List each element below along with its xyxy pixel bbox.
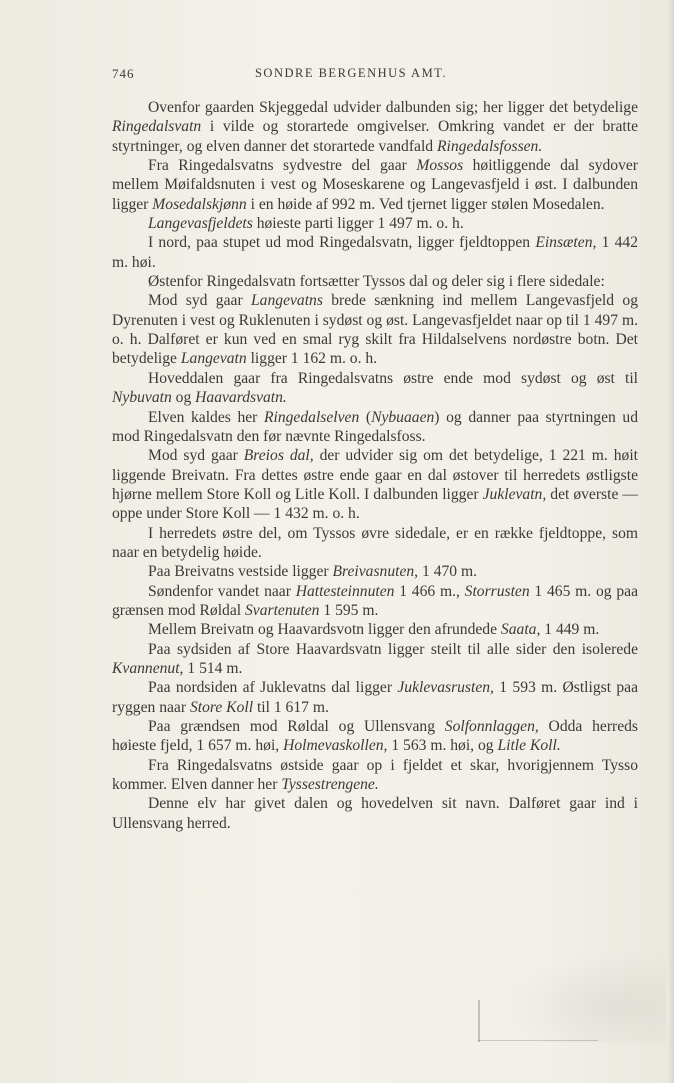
paragraph xyxy=(112,717,638,756)
italic-place-name: Litle Koll. xyxy=(497,737,561,755)
text-run: 1 465 m. og paa grænsen mod Røldal xyxy=(112,582,638,619)
text-run: Ovenfor gaarden Skjeggedal udvider dalbunden sig; her ligger det betydelige xyxy=(148,99,638,116)
text-run: 1 466 m., xyxy=(394,582,465,600)
italic-place-name: Haavardsvatn. xyxy=(195,389,287,407)
paragraph xyxy=(112,678,638,717)
text-run: Paa sydsiden af Store Haavardsvatn ligger steilt til alle sider den isolerede xyxy=(148,640,638,658)
italic-place-name: Saata, xyxy=(500,621,541,639)
paragraph xyxy=(112,640,638,679)
italic-place-name: Langevatn xyxy=(180,350,247,368)
text-run: i en høide af 992 m. Ved tjernet ligger stølen Mosedalen. xyxy=(246,195,605,213)
text-run: ligger 1 162 m. o. h. xyxy=(246,350,378,368)
margin-mark-line xyxy=(478,1040,598,1041)
paragraph xyxy=(112,98,638,156)
text-run: høieste parti ligger 1 497 m. o. h. xyxy=(252,215,464,233)
italic-place-name: Hattesteinnuten xyxy=(295,582,395,600)
italic-place-name: Holmevaskollen, xyxy=(283,737,388,755)
text-run: 1 449 m. xyxy=(540,621,600,639)
paragraph xyxy=(112,524,638,563)
text-run: Mod syd gaar xyxy=(148,292,251,310)
italic-place-name: Svartenuten xyxy=(244,601,320,619)
text-run: brede sænkning ind mellem Langevasfjeld og Dyrenuten i vest og Ruklenuten i sydøst og øst. Langevasfjeldet naar op til 1 497 m. o. h. Dalføret er kun ved en smal ryg skilt fra Hildalselvens nordøstre botn. Det betydelige xyxy=(112,292,638,368)
italic-place-name: Storrusten xyxy=(464,582,530,600)
paragraph xyxy=(112,233,638,272)
text-run: Mod syd gaar xyxy=(148,447,244,465)
paragraph xyxy=(112,794,638,833)
page-smudge xyxy=(496,953,666,1043)
italic-place-name: Tyssestrengene. xyxy=(281,776,379,794)
paragraph xyxy=(112,756,638,795)
paragraph xyxy=(112,156,638,214)
margin-mark xyxy=(478,1000,480,1042)
page-edge-shadow xyxy=(668,0,674,1083)
italic-place-name: Nybuvatn xyxy=(112,389,172,407)
paragraph xyxy=(112,272,638,291)
text-run: i vilde og storartede omgivelser. Omkring vandet er der bratte styrtninger, og elven danner det storartede vandfald xyxy=(112,118,638,155)
text-run: Denne elv har givet dalen og hovedelven sit navn. Dalføret gaar ind i Ullensvang herred. xyxy=(112,795,638,832)
text-run: Paa Breivatns vestside ligger xyxy=(148,563,333,581)
text-run: 1 595 m. xyxy=(319,601,379,619)
text-run: Odda herreds høieste fjeld, 1 657 m. høi, xyxy=(112,718,638,755)
italic-place-name: Juklevatn, xyxy=(482,485,547,503)
text-run: Paa nordsiden af Juklevatns dal ligger xyxy=(148,679,398,697)
text-run: I nord, paa stupet ud mod Ringedalsvatn, ligger fjeldtoppen xyxy=(148,234,536,252)
italic-place-name: Breios dal, xyxy=(243,447,314,465)
paragraph xyxy=(112,408,638,447)
body-text xyxy=(112,98,638,833)
text-run: Fra Ringedalsvatns sydvestre del gaar xyxy=(148,157,417,175)
text-run: ( xyxy=(359,408,372,426)
italic-place-name: Nybuaaen xyxy=(371,408,435,426)
italic-place-name: Kvannenut, xyxy=(112,659,184,677)
text-run: det øverste — oppe under Store Koll — 1 432 m. o. h. xyxy=(112,485,638,523)
paragraph xyxy=(112,562,638,581)
paragraph xyxy=(112,369,638,408)
page-number: 746 xyxy=(112,66,135,81)
italic-place-name: Langevatns xyxy=(251,292,323,310)
text-run: Østenfor Ringedalsvatn fortsætter Tyssos dal og deler sig i flere sidedale: xyxy=(148,273,605,291)
text-run: til 1 617 m. xyxy=(253,698,329,716)
italic-place-name: Langevasfjeldets xyxy=(148,215,253,233)
paragraph xyxy=(112,214,638,233)
text-run: ) og danner paa styrtningen ud mod Ringedalsvatn den før nævnte Ringedalsfoss. xyxy=(112,408,638,445)
text-run: høitliggende dal sydover mellem Møifaldsnuten i vest og Moseskarene og Langevasfjeld i øst. I dalbunden ligger xyxy=(112,157,639,213)
paragraph xyxy=(112,291,638,368)
page-header xyxy=(112,66,590,84)
italic-place-name: Ringedalsvatn xyxy=(112,118,202,136)
text-run: 1 593 m. Østligst paa ryggen naar xyxy=(112,679,638,716)
italic-place-name: Juklevasrusten, xyxy=(397,679,494,697)
running-title: SONDRE BERGENHUS AMT. xyxy=(254,66,448,80)
text-run: I herredets østre del, om Tyssos øvre sidedale, er en række fjeldtoppe, som naar en betydelig høide. xyxy=(112,524,638,561)
italic-place-name: Einsæten, xyxy=(535,234,597,252)
text-run: 1 470 m. xyxy=(418,563,478,581)
italic-place-name: Mossos xyxy=(416,157,464,175)
text-run: Mellem Breivatn og Haavardsvotn ligger den afrundede xyxy=(148,621,501,639)
text-run: Elven kaldes her xyxy=(148,408,264,426)
italic-place-name: Breivasnuten, xyxy=(332,563,419,581)
text-run: og xyxy=(171,389,196,407)
text-run: Fra Ringedalsvatns østside gaar op i fjeldet et skar, hvorigjennem Tysso kommer. Elven danner her xyxy=(112,756,638,794)
italic-place-name: Solfonnlaggen, xyxy=(444,718,539,735)
paragraph xyxy=(112,620,638,639)
paragraph xyxy=(112,446,638,523)
text-run: 1 563 m. høi, og xyxy=(387,737,498,755)
text-run: Hoveddalen gaar fra Ringedalsvatns østre ende mod sydøst og øst til xyxy=(148,369,638,387)
paragraph xyxy=(112,582,638,621)
italic-place-name: Mosedalskjønn xyxy=(152,195,247,213)
text-run: Paa grændsen mod Røldal og Ullensvang xyxy=(148,718,445,735)
italic-place-name: Store Koll xyxy=(189,698,254,716)
text-run: 1 514 m. xyxy=(183,659,243,677)
text-run: Søndenfor vandet naar xyxy=(148,582,296,600)
text-run: der udvider sig om det betydelige, 1 221 m. høit liggende Breivatn. Fra dettes østre ende gaar en dal østover til herredets østligste hjørne mellem Store Koll og Litle Koll. I dalbunden ligger xyxy=(112,447,638,503)
italic-place-name: Ringedalsfossen. xyxy=(437,137,543,155)
text-run: 1 442 m. høi. xyxy=(112,234,639,271)
italic-place-name: Ringedalselven xyxy=(263,408,360,426)
